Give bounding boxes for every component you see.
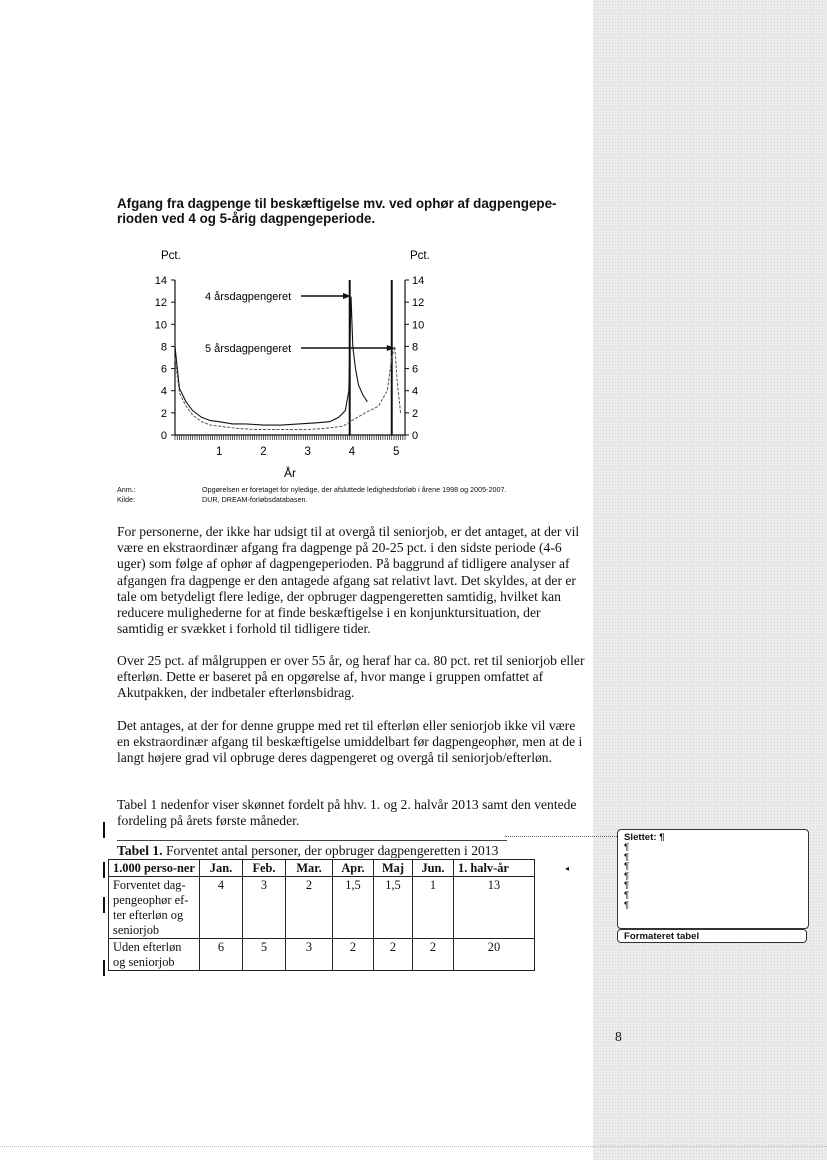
table-cell: 13 bbox=[454, 877, 535, 939]
y-tick-label-left: 2 bbox=[160, 407, 167, 420]
markup-margin-pane bbox=[593, 0, 827, 1160]
pilcrow-icon: ¶ bbox=[624, 899, 630, 911]
table-row bbox=[109, 877, 535, 939]
table-header-cell: 1.000 perso-ner bbox=[109, 860, 200, 877]
table-cell: 3 bbox=[286, 939, 333, 971]
table-header-cell: Jan. bbox=[200, 860, 243, 877]
table-header-cell: Feb. bbox=[243, 860, 286, 877]
y-tick-label-right: 8 bbox=[412, 341, 419, 354]
change-bar bbox=[103, 897, 105, 913]
x-tick-label: 5 bbox=[392, 446, 400, 458]
change-bar bbox=[103, 960, 105, 976]
y-tick-label-right: 4 bbox=[412, 385, 419, 398]
table-cell: Forventet dag-pengeophør ef-ter efterløn og seniorjob bbox=[109, 877, 200, 939]
y-tick-label-right: 2 bbox=[412, 407, 419, 420]
table-header-cell: Mar. bbox=[286, 860, 333, 877]
y-tick-label-right: 0 bbox=[412, 430, 419, 442]
table-cell: 1 bbox=[413, 877, 454, 939]
y-axis-label-right: Pct. bbox=[410, 250, 430, 262]
table-cell: 2 bbox=[333, 939, 374, 971]
x-tick-label: 4 bbox=[348, 446, 356, 458]
series-line bbox=[175, 346, 401, 429]
table-header-cell: Maj bbox=[374, 860, 413, 877]
table-row bbox=[109, 939, 535, 971]
format-comment-balloon[interactable]: Formateret tabel bbox=[617, 929, 807, 943]
table-caption bbox=[117, 843, 498, 859]
x-tick-label: 2 bbox=[260, 446, 267, 458]
paragraph-4: Tabel 1 nedenfor viser skønnet fordelt på hhv. 1. og 2. halvår 2013 samt den ventede fordeling på årets første måneder. bbox=[117, 797, 577, 829]
pilcrow-icon: ¶ bbox=[624, 880, 630, 892]
data-table bbox=[108, 859, 535, 971]
deleted-comment-balloon[interactable] bbox=[617, 829, 809, 929]
line-chart bbox=[115, 246, 595, 496]
table-cell: 2 bbox=[413, 939, 454, 971]
y-tick-label-right: 6 bbox=[412, 363, 419, 376]
table-cell: 1,5 bbox=[333, 877, 374, 939]
series-line bbox=[175, 297, 367, 425]
x-tick-label: 3 bbox=[304, 446, 311, 458]
comment-connector bbox=[505, 836, 617, 837]
chart-notes bbox=[117, 485, 587, 505]
table-cell: 1,5 bbox=[374, 877, 413, 939]
note-anm-text: Opgørelsen er foretaget for nyledige, der afsluttede ledighedsforløb i årene 1998 og 2005-2007. bbox=[202, 485, 507, 494]
note-kilde-label: Kilde: bbox=[117, 495, 135, 504]
y-tick-label-left: 8 bbox=[160, 341, 167, 354]
chart bbox=[115, 246, 595, 496]
pilcrow-icon: ¶ bbox=[624, 889, 630, 901]
table-cell: 6 bbox=[200, 939, 243, 971]
table-header-cell: 1. halv-år bbox=[454, 860, 535, 877]
pilcrow-icon: ¶ bbox=[624, 870, 630, 882]
figure-heading: Afgang fra dagpenge til beskæftigelse mv. ved ophør af dagpengepe- rioden ved 4 og 5-årig dagpengeperiode. bbox=[117, 196, 557, 226]
y-tick-label-left: 4 bbox=[160, 385, 167, 398]
x-tick-label: 1 bbox=[216, 446, 223, 458]
y-tick-label-left: 0 bbox=[160, 430, 167, 442]
y-tick-label-right: 10 bbox=[412, 319, 425, 332]
paragraph-3: Det antages, at der for denne gruppe med ret til efterløn eller seniorjob ikke vil være en ekstraordinær afgang til beskæftigelse umiddelbart før dagpengeophør, men at de i langt højere grad vil opbruge deres dagpengeret og overgå til seniorjob/efterløn. bbox=[117, 718, 583, 766]
y-tick-label-left: 6 bbox=[160, 363, 167, 376]
table-cell: Uden efterløn og seniorjob bbox=[109, 939, 200, 971]
pilcrow-icon: ¶ bbox=[659, 832, 665, 843]
y-tick-label-right: 14 bbox=[412, 275, 425, 287]
table-cell: 4 bbox=[200, 877, 243, 939]
note-anm-label: Anm.: bbox=[117, 485, 136, 494]
note-kilde-text: DUR, DREAM-forløbsdatabasen. bbox=[202, 495, 308, 504]
y-tick-label-left: 10 bbox=[154, 319, 167, 332]
y-tick-label-left: 12 bbox=[154, 297, 167, 310]
annotation-label: 4 årsdagpengeret bbox=[205, 291, 292, 303]
table-cell: 3 bbox=[243, 877, 286, 939]
table-caption-text: Forventet antal personer, der opbruger dagpengeretten i 2013 bbox=[162, 843, 499, 858]
pilcrow-icon: ¶ bbox=[624, 861, 630, 873]
paragraph-2: Over 25 pct. af målgruppen er over 55 år, og heraf har ca. 80 pct. ret til seniorjob eller efterløn. Dette er baseret på en opgørelse af, hvor mange i gruppen omfattet af Akutpakken, der indbetaler efterlønsbidrag. bbox=[117, 653, 585, 701]
table-cell: 2 bbox=[374, 939, 413, 971]
table-header-cell: Jun. bbox=[413, 860, 454, 877]
pilcrow-icon: ¶ bbox=[624, 842, 630, 853]
paragraph-1: For personerne, der ikke har udsigt til at overgå til seniorjob, er det antaget, at der vil være en ekstraordinær afgang fra dagpenge på 20-25 pct. i den sidste periode (4-6 uger) som følge af ophør af dagpengeperioden. På baggrund af tidligere analyser af afgangen fra dagpenge er den antagede afgang sat relativt lavt. Det skyldes, at der er tale om betydeligt flere ledige, der opbruger dagpengeretten samtidig, hvilket kan reducere mulighederne for at finde beskæftigelse i en konjunktursituation, der samtidig er svækket i forhold til tidligere tider. bbox=[117, 524, 580, 637]
table-cell: 20 bbox=[454, 939, 535, 971]
table-cell: 5 bbox=[243, 939, 286, 971]
annotation-label: 5 årsdagpengeret bbox=[205, 343, 292, 355]
y-tick-label-right: 12 bbox=[412, 297, 425, 310]
pilcrow-icon: ¶ bbox=[624, 851, 630, 863]
x-axis-label: År bbox=[284, 466, 296, 480]
arrow-left-icon: ◂ bbox=[565, 864, 570, 873]
table-cell: 2 bbox=[286, 877, 333, 939]
table-header-cell: Apr. bbox=[333, 860, 374, 877]
page-number: 8 bbox=[615, 1029, 622, 1044]
y-tick-label-left: 14 bbox=[154, 275, 167, 287]
y-axis-label-left: Pct. bbox=[161, 250, 181, 262]
table-header-row bbox=[109, 860, 535, 877]
page-bottom-rule bbox=[0, 1146, 827, 1147]
caption-rule bbox=[117, 840, 507, 841]
change-bar bbox=[103, 822, 105, 838]
table-caption-label: Tabel 1. bbox=[117, 843, 163, 858]
change-bar bbox=[103, 862, 105, 878]
comment-title: Slettet: bbox=[624, 832, 657, 843]
